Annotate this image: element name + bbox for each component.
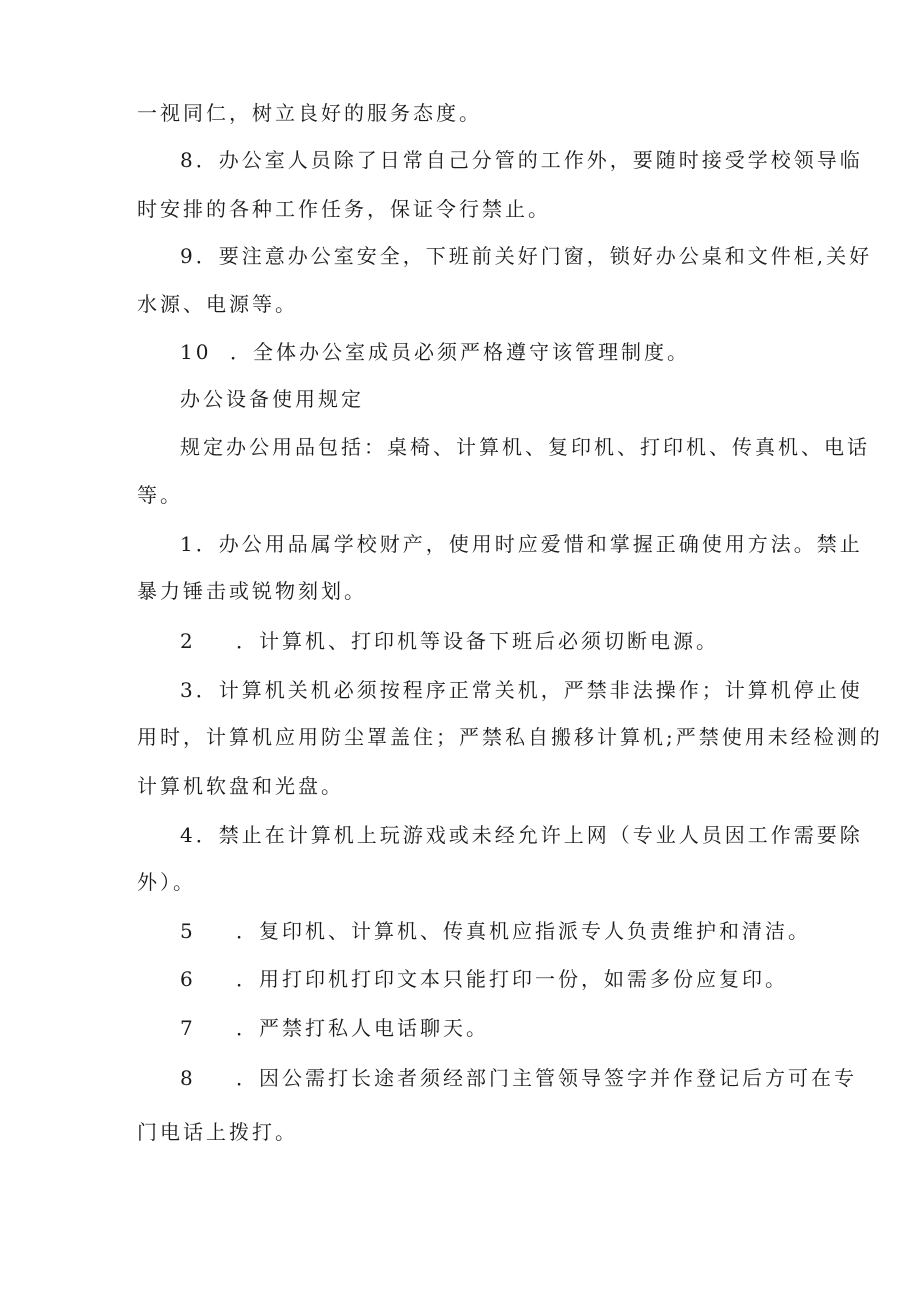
numbered-item-line: [180, 822, 863, 848]
line-text: ．用打印机打印文本只能打印一份，如需多份应复印。: [236, 967, 788, 991]
line-text: 办公设备使用规定: [180, 387, 364, 411]
text-line: [137, 1119, 298, 1145]
line-text: 一视同仁，树立良好的服务态度。: [137, 101, 482, 125]
item-number: 5: [180, 919, 196, 943]
line-text: 外）。: [137, 870, 196, 894]
line-text: ．办公室人员除了日常自己分管的工作外，要随时接受学校领导临: [195, 148, 863, 172]
text-line: [137, 196, 551, 222]
line-text: ．要注意办公室安全，下班前关好门窗，锁好办公桌和文件柜,关好: [195, 244, 873, 268]
text-line: [137, 724, 883, 750]
numbered-item-line: [180, 1065, 857, 1091]
line-text: 计算机软盘和光盘。: [137, 774, 344, 798]
text-line: [180, 434, 870, 460]
text-line: [137, 482, 183, 508]
numbered-item-line: [180, 628, 719, 654]
item-number: 9: [180, 244, 196, 268]
numbered-item-line: [180, 147, 863, 173]
line-text: 水源、电源等。: [137, 292, 298, 316]
item-number: 2: [180, 629, 196, 653]
numbered-item-line: [180, 966, 788, 992]
numbered-item-line: [180, 918, 811, 944]
line-text: ．计算机、打印机等设备下班后必须切断电源。: [236, 629, 719, 653]
text-line: [137, 578, 367, 604]
numbered-item-line: [180, 677, 863, 703]
line-text: ．禁止在计算机上玩游戏或未经允许上网（专业人员因工作需要除: [195, 823, 863, 847]
text-line: [137, 291, 298, 317]
text-line: [137, 773, 344, 799]
text-line: [137, 869, 196, 895]
item-number: 4: [180, 823, 196, 847]
item-number: 6: [180, 967, 196, 991]
line-text: ．复印机、计算机、传真机应指派专人负责维护和清洁。: [236, 919, 811, 943]
line-text: 门电话上拨打。: [137, 1120, 298, 1144]
item-number: 1: [180, 532, 196, 556]
line-text: 时安排的各种工作任务，保证令行禁止。: [137, 197, 551, 221]
line-text: ．严禁打私人电话聊天。: [236, 1016, 489, 1040]
item-number: 10: [180, 340, 212, 364]
line-text: ．全体办公室成员必须严格遵守该管理制度。: [230, 340, 690, 364]
item-number: 7: [180, 1016, 196, 1040]
line-text: 规定办公用品包括：桌椅、计算机、复印机、打印机、传真机、电话: [180, 435, 870, 459]
text-line: [137, 100, 482, 126]
item-number: 3: [180, 678, 196, 702]
section-heading: [180, 386, 364, 412]
numbered-item-line: [180, 531, 863, 557]
line-text: 等。: [137, 483, 183, 507]
numbered-item-line: [180, 1015, 489, 1041]
line-text: ．办公用品属学校财产，使用时应爱惜和掌握正确使用方法。禁止: [195, 532, 863, 556]
line-text: 用时，计算机应用防尘罩盖住；严禁私自搬移计算机;严禁使用未经检测的: [137, 725, 883, 749]
numbered-item-line: [180, 243, 872, 269]
line-text: ．计算机关机必须按程序正常关机，严禁非法操作；计算机停止使: [195, 678, 863, 702]
numbered-item-line: [180, 339, 690, 365]
line-text: ．因公需打长途者须经部门主管领导签字并作登记后方可在专: [236, 1066, 857, 1090]
item-number: 8: [180, 1066, 196, 1090]
line-text: 暴力锤击或锐物刻划。: [137, 579, 367, 603]
item-number: 8: [180, 148, 196, 172]
